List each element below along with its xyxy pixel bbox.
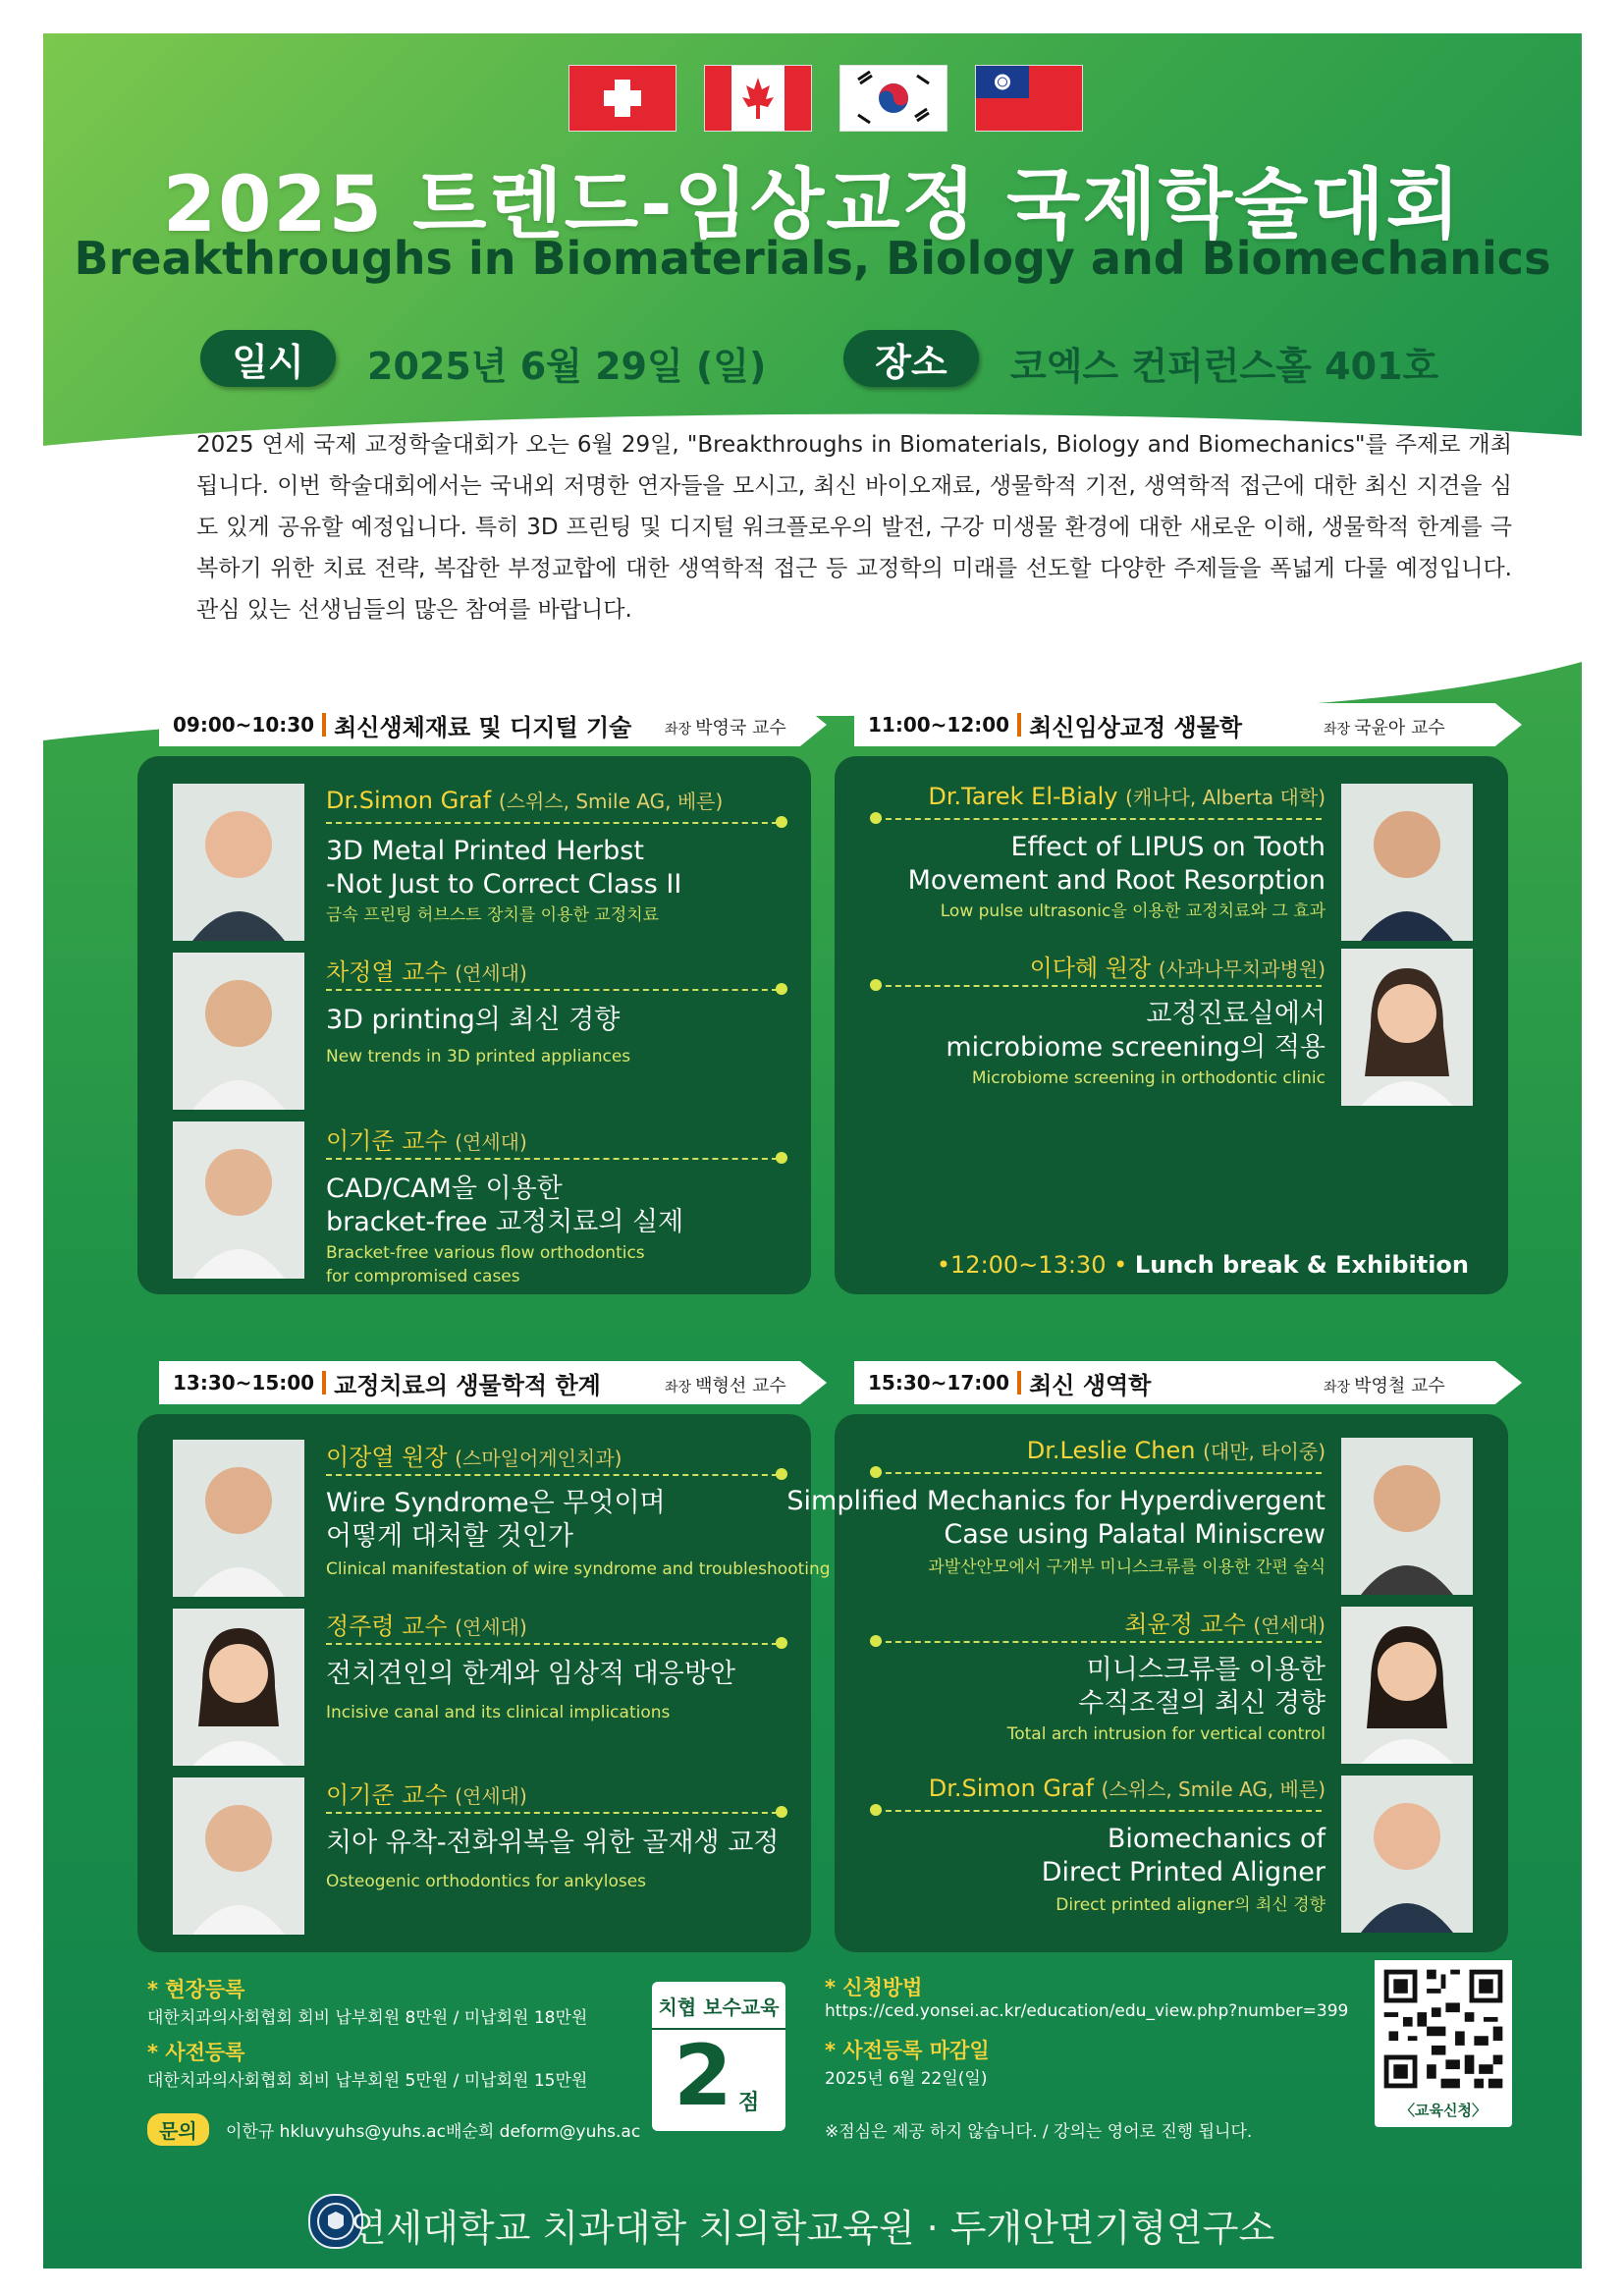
speaker-photo [1341,1438,1473,1595]
speaker-name: 정주령 교수 (연세대) [326,1613,527,1640]
session-1-title: 최신생체재료 및 디지털 기술 [334,713,632,741]
organizer-name: 연세대학교 치과대학 치의학교육원 · 두개안면기형연구소 [350,2207,1275,2250]
talk-subtitle: Incisive canal and its clinical implications [326,1703,671,1722]
speaker-name: Dr.Simon Graf (스위스, Smile AG, 베른) [326,787,724,814]
speaker-photo [173,784,304,941]
speaker-photo [1341,784,1473,941]
lunch-break: •12:00~13:30 • Lunch break & Exhibition [936,1251,1469,1279]
talk-title: 교정진료실에서 microbiome screening의 적용 [946,999,1325,1063]
deadline-value: 2025년 6월 22일(일) [825,2069,988,2089]
talk-subtitle: New trends in 3D printed appliances [326,1047,631,1066]
talk-title: 3D printing의 최신 경향 [326,1005,621,1035]
divider-line [876,1810,1322,1812]
divider-line [326,1158,778,1160]
talk-title: Effect of LIPUS on Tooth Movement and Root Resorption [907,832,1325,896]
session-4-panel [786,1414,1508,1952]
session-3-header [159,1361,827,1404]
talk-subtitle: Bracket-free various flow orthodontics for compromised cases [326,1243,645,1286]
conference-title-english: Breakthroughs in Biomaterials, Biology and Biomechanics [74,232,1551,285]
talk-subtitle: Clinical manifestation of wire syndrome and troubleshooting [326,1559,831,1579]
taiwan-flag-icon [975,65,1083,132]
talk-subtitle: 금속 프린팅 허브스트 장치를 이용한 교정치료 [326,905,660,925]
credit-box [652,1982,785,2131]
divider-line [326,989,778,991]
deadline-label: * 사전등록 마감일 [825,2039,990,2062]
divider-line [326,822,778,824]
talk-title: 3D Metal Printed Herbst -Not Just to Correct Class II [326,836,682,900]
canada-flag-icon [704,65,812,132]
talk-subtitle: Osteogenic orthodontics for ankyloses [326,1872,647,1891]
bullet-dot [870,1635,882,1647]
speaker-name: 이기준 교수 (연세대) [326,1781,527,1809]
divider-line [876,985,1322,987]
pre-registration-label: * 사전등록 [147,2041,245,2064]
bullet-dot [776,983,787,995]
qr-caption: 〈교육신청〉 [1400,2102,1487,2119]
session-1-header [159,703,827,746]
session-3-panel [137,1414,831,1952]
bullet-dot [870,1804,882,1816]
switzerland-flag-icon [568,65,676,132]
onsite-registration-fee: 대한치과의사회협회 회비 납부회원 8만원 / 미납회원 18만원 [147,2008,588,2028]
talk-title: Biomechanics of Direct Printed Aligner [1041,1824,1325,1887]
bullet-dot [776,1152,787,1164]
divider-line [876,1641,1322,1643]
bullet-dot [870,812,882,824]
divider-line [876,818,1322,820]
session-4-time: 15:30~17:00 [868,1371,1010,1394]
speaker-photo [1341,949,1473,1106]
speaker-name: Dr.Leslie Chen (대만, 타이중) [1026,1437,1325,1464]
talk-title: 치아 유착-전화위복을 위한 골재생 교정 [326,1828,780,1858]
bullet-dot [870,1466,882,1478]
session-divider [322,713,326,737]
onsite-registration-label: * 현장등록 [147,1978,245,2001]
bullet-dot [776,1806,787,1818]
poster [43,33,1582,2269]
session-2-title: 최신임상교정 생물학 [1029,713,1243,741]
speaker-photo [173,1440,304,1597]
apply-url-link[interactable]: https://ced.yonsei.ac.kr/education/edu_view.php?number=399 [825,2001,1349,2021]
credit-label: 치협 보수교육 [652,1992,785,2030]
speaker-photo [173,953,304,1110]
speaker-name: 이기준 교수 (연세대) [326,1127,527,1155]
credit-value: 2 [674,2027,732,2125]
session-2-time: 11:00~12:00 [868,713,1010,737]
speaker-name: 이다혜 원장 (사과나무치과병원) [1029,955,1325,982]
venue-value: 코엑스 컨퍼런스홀 401호 [1010,345,1439,388]
korea-flag-icon [839,65,947,132]
qr-code-icon [1375,1960,1512,2098]
session-divider [1017,713,1021,737]
speaker-photo [173,1609,304,1766]
date-label: 일시 [200,330,336,387]
speaker-photo [1341,1776,1473,1933]
contact-email-2[interactable]: 배순희 deform@yuhs.ac [446,2122,641,2142]
talk-title: 전치견인의 한계와 임상적 대응방안 [326,1659,735,1689]
talk-title: 미니스크류를 이용한 수직조절의 최신 경향 [1078,1655,1325,1719]
session-3-time: 13:30~15:00 [173,1371,315,1394]
session-1-time: 09:00~10:30 [173,713,315,737]
divider-line [326,1812,778,1814]
session-1-chair: 좌장 박영국 교수 [665,718,786,738]
session-3-title: 교정치료의 생물학적 한계 [334,1371,601,1399]
talk-subtitle: Total arch intrusion for vertical control [1006,1724,1325,1744]
flags-row [568,65,1083,132]
bullet-dot [870,979,882,991]
divider-line [876,1472,1322,1474]
session-4-title: 최신 생역학 [1029,1371,1152,1399]
divider-line [326,1643,778,1645]
session-2-chair: 좌장 국윤아 교수 [1324,718,1445,738]
speaker-name: Dr.Simon Graf (스위스, Smile AG, 베른) [928,1775,1325,1802]
qr-code[interactable] [1375,1960,1512,2127]
date-value: 2025년 6월 29일 (일) [367,345,767,388]
venue-label: 장소 [843,330,979,387]
speaker-name: 최윤정 교수 (연세대) [1124,1611,1325,1638]
bullet-dot [776,816,787,828]
session-3-chair: 좌장 백형선 교수 [665,1376,786,1396]
divider-line [326,1474,778,1476]
speaker-photo [1341,1607,1473,1764]
intro-paragraph: 2025 연세 국제 교정학술대회가 오는 6월 29일, "Breakthroughs in Biomaterials, Biology and Biomechanics"를 주제로 개최됩니다. 이번 학술대회에서는 국내외 저명한 연자들을 모시고, 최신 바이오재료, 생물학적 기전, 생역학적 접근에 대한 최신 지견을 심도 있게 공유할 예정입니다. 특히 3D 프린팅 및 디지털 워크플로우의 발전, 구강 미생물 환경에 대한 새로운 이해, 생물학적 한계를 극복하기 위한 치료 전략, 복잡한 부정교합에 대한 생역학적 접근 등 교정학의 미래를 선도할 다양한 주제들을 폭넓게 다룰 예정입니다. 관심 있는 선생님들의 많은 참여를 바랍니다. [196,432,1512,623]
talk-title: Simplified Mechanics for Hyperdivergent Case using Palatal Miniscrew [786,1486,1325,1550]
session-4-header [854,1361,1522,1404]
session-divider [1017,1371,1021,1394]
inquiry-label: 문의 [147,2113,209,2146]
conference-title-korean: 2025 트렌드-임상교정 국제학술대회 [162,161,1463,249]
speaker-name: 이장열 원장 (스마일어게인치과) [326,1444,622,1471]
talk-title: CAD/CAM을 이용한 bracket-free 교정치료의 실제 [326,1174,684,1237]
speaker-photo [173,1121,304,1279]
session-1-panel [137,756,811,1294]
session-4-chair: 좌장 박영철 교수 [1324,1376,1445,1396]
speaker-name: Dr.Tarek El-Bialy (캐나다, Alberta 대학) [928,783,1325,810]
speaker-name: 차정열 교수 (연세대) [326,958,527,986]
speaker-photo [173,1777,304,1935]
talk-subtitle: Low pulse ultrasonic을 이용한 교정치료와 그 효과 [940,902,1325,921]
credit-unit: 점 [738,2091,760,2115]
talk-title: Wire Syndrome은 무엇이며 어떻게 대처할 것인가 [326,1488,666,1552]
apply-method-label: * 신청방법 [825,1976,923,1999]
contact-email-1[interactable]: 이한규 hkluvyuhs@yuhs.ac [226,2122,446,2142]
notice-text: ※점심은 제공 하지 않습니다. / 강의는 영어로 진행 됩니다. [825,2122,1253,2142]
bullet-dot [776,1468,787,1480]
pre-registration-fee: 대한치과의사회협회 회비 납부회원 5만원 / 미납회원 15만원 [147,2071,588,2091]
talk-subtitle: 과발산안모에서 구개부 미니스크류를 이용한 간편 술식 [928,1558,1325,1577]
bullet-dot [776,1637,787,1649]
session-2-header [854,703,1522,746]
session-divider [322,1371,326,1394]
talk-subtitle: Microbiome screening in orthodontic clinic [971,1068,1325,1088]
session-2-panel [835,756,1508,1294]
talk-subtitle: Direct printed aligner의 최신 경향 [1055,1895,1325,1915]
